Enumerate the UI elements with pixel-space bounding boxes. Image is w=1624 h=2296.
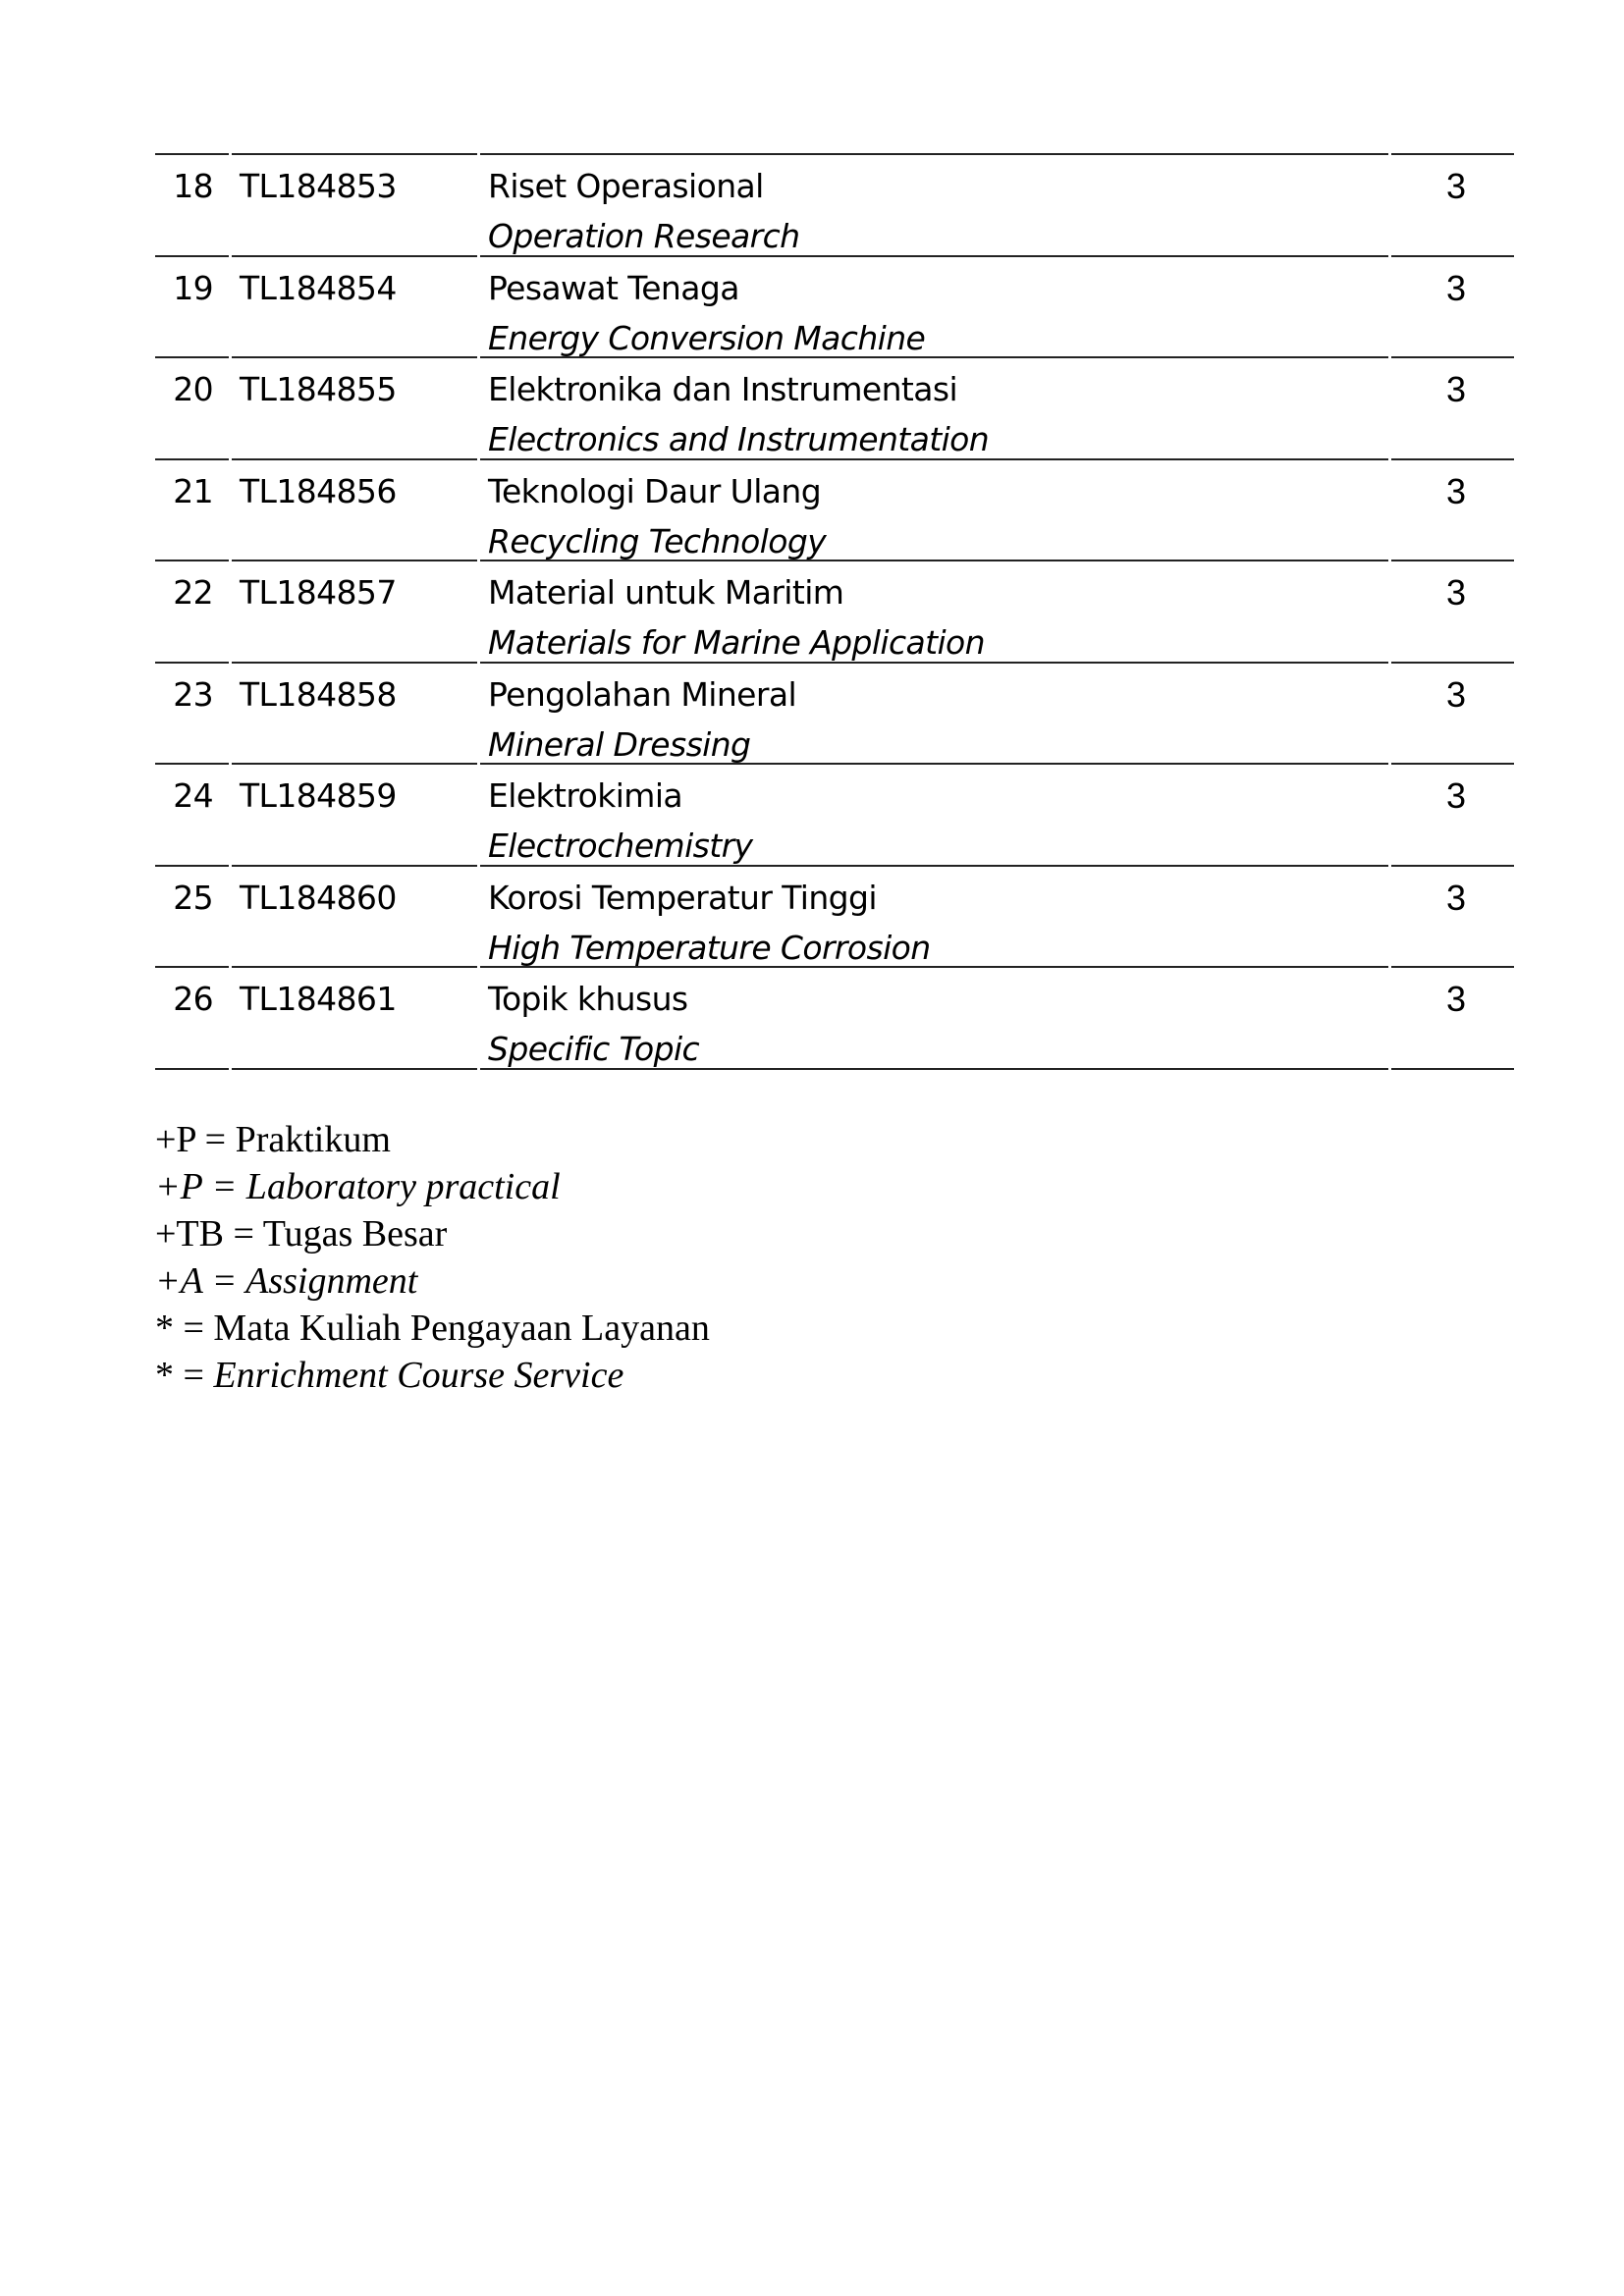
cell-code: [232, 662, 477, 764]
cell-code: [232, 560, 477, 662]
legend-notes: [155, 1116, 710, 1399]
table-row: [155, 966, 1514, 1068]
cell-code: [232, 458, 477, 561]
note-body: Enrichment Course Service: [213, 1355, 624, 1396]
row-number: 25: [173, 878, 213, 917]
table-row: [155, 356, 1514, 458]
table-row: [155, 662, 1514, 764]
cell-credits: [1391, 662, 1514, 764]
cell-name: [480, 763, 1388, 865]
course-code: TL184855: [240, 370, 397, 408]
cell-number: [155, 662, 229, 764]
row-number: 24: [173, 776, 213, 815]
cell-name: [480, 966, 1388, 1070]
course-code: TL184856: [240, 471, 397, 510]
course-name-en: Recycling Technology: [488, 521, 827, 561]
note-line: +P = Laboratory practical: [155, 1166, 561, 1207]
cell-number: [155, 966, 229, 1070]
course-name-en: Materials for Marine Application: [488, 623, 985, 662]
course-code: TL184860: [240, 878, 397, 917]
cell-number: [155, 763, 229, 865]
table-row: [155, 865, 1514, 967]
course-code: TL184858: [240, 674, 397, 714]
course-name-en: High Temperature Corrosion: [488, 928, 931, 967]
note-line: [155, 1352, 710, 1399]
course-name-id: Pesawat Tenaga: [488, 268, 739, 307]
cell-number: [155, 153, 229, 255]
course-credits: 3: [1445, 673, 1466, 715]
course-name-en: Electrochemistry: [488, 827, 753, 865]
cell-code: [232, 255, 477, 357]
course-credits: 3: [1445, 166, 1466, 206]
row-number: 26: [173, 980, 213, 1018]
course-name-en: Energy Conversion Machine: [488, 318, 926, 357]
course-name-id: Riset Operasional: [488, 167, 764, 205]
course-credits: 3: [1445, 979, 1466, 1019]
cell-code: [232, 865, 477, 967]
table-row: [155, 153, 1514, 255]
course-name-en: Mineral Dressing: [488, 724, 751, 764]
cell-credits: [1391, 763, 1514, 865]
course-name-id: Material untuk Maritim: [488, 573, 844, 612]
note-line: +TB = Tugas Besar: [155, 1213, 448, 1255]
note-line: * = Mata Kuliah Pengayaan Layanan: [155, 1308, 710, 1349]
course-credits: 3: [1445, 369, 1466, 409]
course-name-en: Operation Research: [488, 217, 800, 255]
course-name-en: Specific Topic: [488, 1030, 700, 1068]
course-credits: 3: [1445, 267, 1466, 308]
course-credits: 3: [1445, 877, 1466, 918]
cell-credits: [1391, 865, 1514, 967]
row-number: 22: [173, 573, 213, 612]
cell-number: [155, 458, 229, 561]
course-code: TL184854: [240, 268, 397, 307]
cell-credits: [1391, 458, 1514, 561]
table-row: [155, 560, 1514, 662]
course-name-id: Elektrokimia: [488, 776, 683, 815]
cell-name: [480, 560, 1388, 662]
course-name-id: Pengolahan Mineral: [488, 674, 797, 714]
row-number: 20: [173, 370, 213, 408]
cell-credits: [1391, 560, 1514, 662]
course-name-id: Elektronika dan Instrumentasi: [488, 370, 958, 408]
cell-number: [155, 356, 229, 458]
course-name-en: Electronics and Instrumentation: [488, 420, 990, 458]
course-code: TL184859: [240, 776, 397, 815]
row-number: 23: [173, 674, 213, 714]
cell-code: [232, 966, 477, 1070]
cell-name: [480, 458, 1388, 561]
cell-name: [480, 255, 1388, 357]
cell-name: [480, 865, 1388, 967]
row-number: 19: [173, 268, 213, 307]
note-line: +P = Praktikum: [155, 1119, 391, 1160]
course-code: TL184861: [240, 980, 397, 1018]
cell-credits: [1391, 966, 1514, 1070]
table-row: [155, 255, 1514, 357]
cell-credits: [1391, 153, 1514, 255]
course-name-id: Topik khusus: [488, 980, 688, 1018]
cell-name: [480, 662, 1388, 764]
course-credits: 3: [1445, 470, 1466, 511]
cell-code: [232, 763, 477, 865]
note-line: +A = Assignment: [155, 1260, 418, 1302]
cell-name: [480, 153, 1388, 255]
cell-name: [480, 356, 1388, 458]
course-name-id: Korosi Temperatur Tinggi: [488, 878, 877, 917]
table-row: [155, 458, 1514, 561]
cell-code: [232, 153, 477, 255]
cell-credits: [1391, 356, 1514, 458]
cell-credits: [1391, 255, 1514, 357]
course-code: TL184853: [240, 167, 397, 205]
note-prefix: * =: [155, 1355, 214, 1396]
cell-code: [232, 356, 477, 458]
course-credits: 3: [1445, 775, 1466, 816]
cell-number: [155, 865, 229, 967]
row-number: 21: [173, 471, 213, 510]
course-credits: 3: [1445, 572, 1466, 613]
course-name-id: Teknologi Daur Ulang: [488, 471, 822, 510]
course-code: TL184857: [240, 573, 397, 612]
table-row: [155, 763, 1514, 865]
cell-number: [155, 255, 229, 357]
cell-number: [155, 560, 229, 662]
course-table: [155, 153, 1514, 1068]
row-number: 18: [173, 167, 213, 205]
